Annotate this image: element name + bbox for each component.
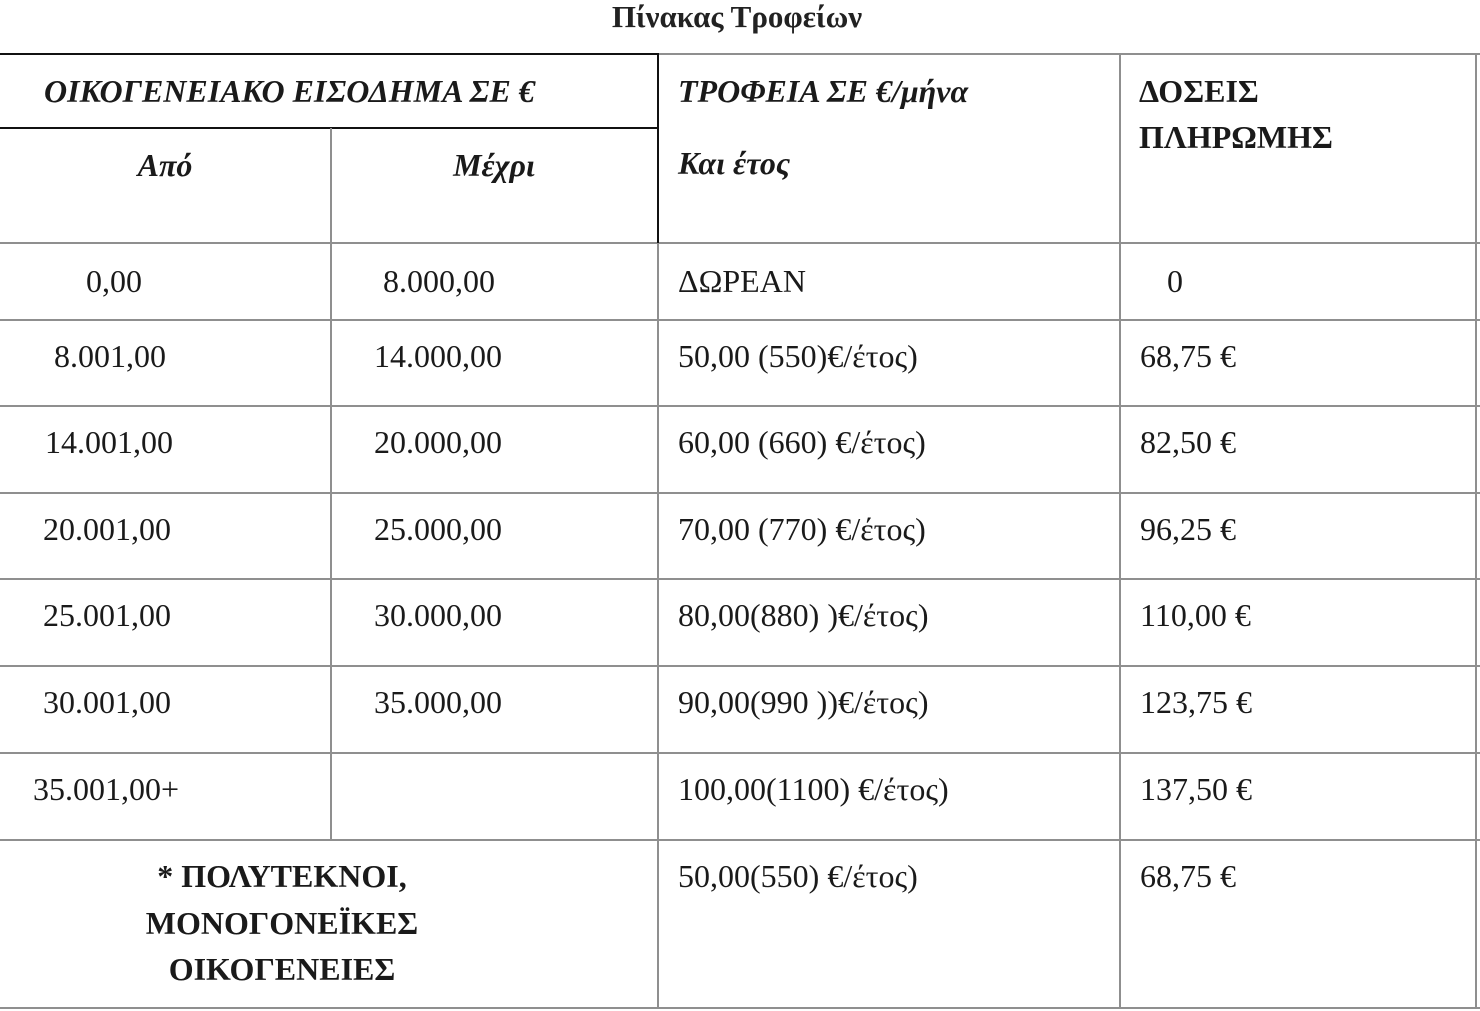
footer-category-line3: ΟΙΚΟΓΕΝΕΙΕΣ: [168, 951, 396, 987]
header-from: Από: [137, 147, 193, 183]
table-line: [0, 839, 1480, 841]
footer-fee: 50,00(550) €/έτος): [678, 858, 918, 894]
table-line: [658, 53, 1480, 55]
cell-installment: 68,75 €: [1140, 338, 1236, 374]
footer-category-line1: * ΠΟΛΥΤΕΚΝΟΙ,: [157, 858, 407, 894]
cell-from: 14.001,00: [45, 424, 173, 460]
footer-category-line2: ΜΟΝΟΓΟΝΕΪΚΕΣ: [145, 905, 419, 941]
cell-fee: ΔΩΡΕΑΝ: [678, 263, 806, 299]
cell-fee: 50,00 (550)€/έτος): [678, 338, 918, 374]
table-line: [657, 243, 659, 1009]
table-line: [0, 578, 1480, 580]
table-line: [0, 665, 1480, 667]
header-installments-2: ΠΛΗΡΩΜΗΣ: [1139, 119, 1333, 155]
table-line: [330, 128, 332, 839]
table-line: [0, 405, 1480, 407]
header-to: Μέχρι: [453, 147, 535, 183]
cell-installment: 137,50 €: [1140, 771, 1252, 807]
cell-installment: 110,00 €: [1140, 597, 1251, 633]
cell-from: 35.001,00+: [33, 771, 180, 807]
table-line: [1119, 53, 1121, 1009]
cell-from: 30.001,00: [43, 684, 171, 720]
cell-to: 25.000,00: [374, 511, 502, 547]
cell-fee: 80,00(880) )€/έτος): [678, 597, 929, 633]
header-installments: ΔΟΣΕΙΣ: [1139, 73, 1259, 109]
cell-installment: 123,75 €: [1140, 684, 1252, 720]
table-line: [0, 127, 658, 129]
cell-to: 30.000,00: [374, 597, 502, 633]
table-line: [1475, 53, 1477, 1009]
cell-to: 20.000,00: [374, 424, 502, 460]
cell-installment: 0: [1167, 263, 1183, 299]
table-line: [0, 1007, 1480, 1009]
table-line: [0, 242, 1480, 244]
cell-from: 25.001,00: [43, 597, 171, 633]
cell-installment: 96,25 €: [1140, 511, 1236, 547]
table-line: [0, 319, 1480, 321]
page-title: Πίνακας Τροφείων: [611, 0, 863, 34]
header-fees: ΤΡΟΦΕΙΑ ΣΕ €/μήνα: [678, 73, 969, 109]
cell-fee: 70,00 (770) €/έτος): [678, 511, 926, 547]
table-line: [0, 752, 1480, 754]
cell-from: 0,00: [86, 263, 142, 299]
cell-to: 14.000,00: [374, 338, 502, 374]
header-income: ΟΙΚΟΓΕΝΕΙΑΚΟ ΕΙΣΟΔΗΜΑ ΣΕ €: [44, 73, 535, 109]
cell-fee: 90,00(990 ))€/έτος): [678, 684, 929, 720]
cell-to: 35.000,00: [374, 684, 502, 720]
cell-to: 8.000,00: [383, 263, 495, 299]
cell-fee: 60,00 (660) €/έτος): [678, 424, 926, 460]
cell-fee: 100,00(1100) €/έτος): [678, 771, 949, 807]
header-fees-year: Και έτος: [678, 145, 791, 181]
table-line: [0, 53, 658, 55]
cell-installment: 82,50 €: [1140, 424, 1236, 460]
table-line: [0, 492, 1480, 494]
footer-installment: 68,75 €: [1140, 858, 1236, 894]
cell-from: 20.001,00: [43, 511, 171, 547]
cell-from: 8.001,00: [54, 338, 166, 374]
